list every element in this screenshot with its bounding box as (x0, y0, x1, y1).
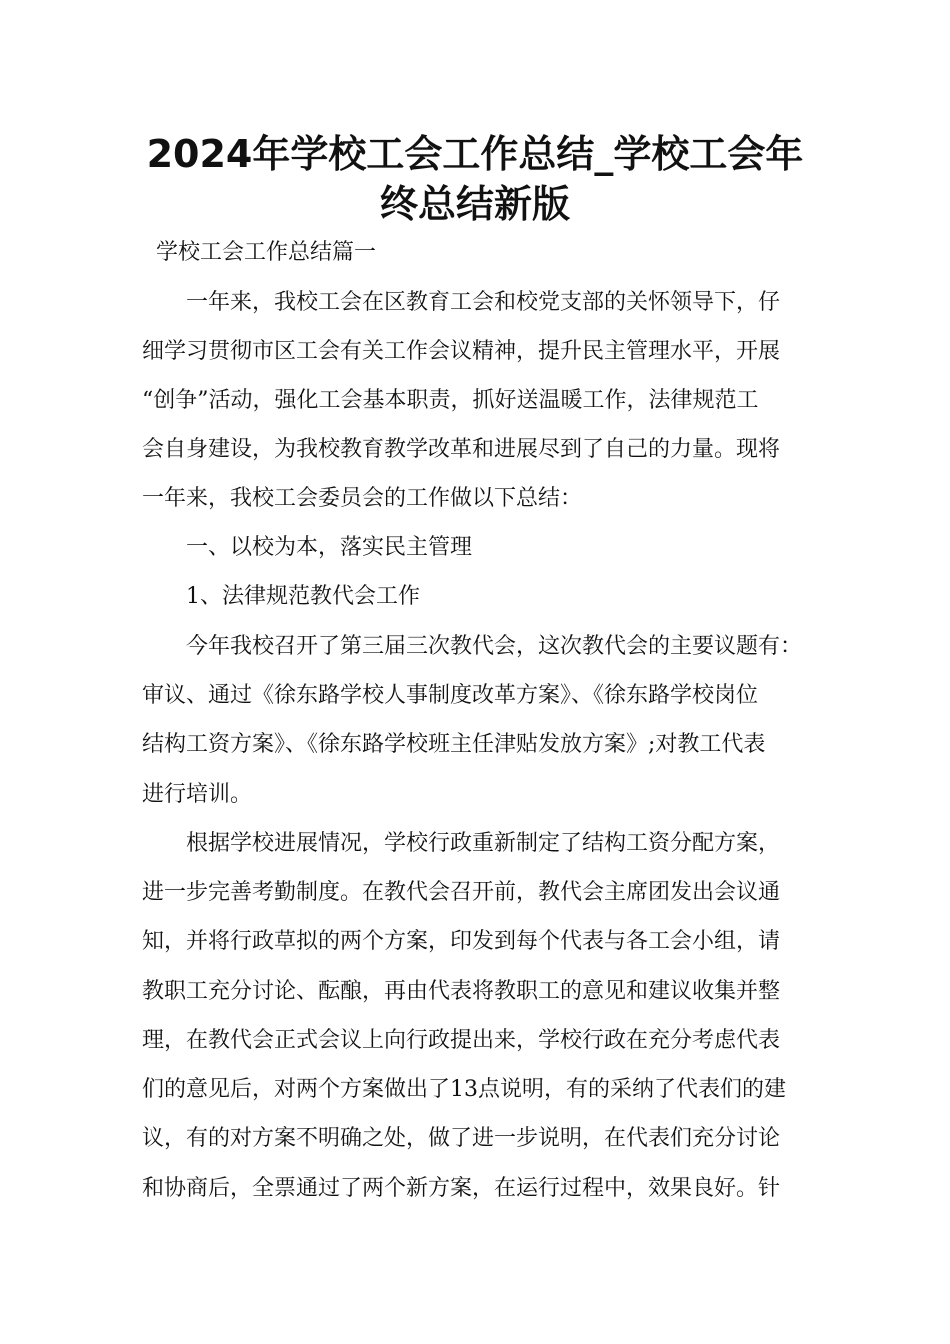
body-line: 理，在教代会正式会议上向行政提出来，学校行政在充分考虑代表 (142, 1028, 781, 1053)
subsection-heading: 1、法律规范教代会工作 (142, 584, 420, 609)
body-line: 和协商后，全票通过了两个新方案，在运行过程中，效果良好。针 (142, 1176, 781, 1201)
body-line: 结构工资方案》、《徐东路学校班主任津贴发放方案》;对教工代表 (142, 732, 766, 757)
document-title-line-2: 终总结新版 (379, 182, 570, 226)
section-heading: 一、以校为本，落实民主管理 (142, 535, 473, 560)
body-line: 审议、通过《徐东路学校人事制度改革方案》、《徐东路学校岗位 (142, 683, 759, 708)
body-line: 一年来，我校工会在区教育工会和校党支部的关怀领导下，仔 (142, 290, 781, 315)
body-line: 议，有的对方案不明确之处，做了进一步说明，在代表们充分讨论 (142, 1126, 781, 1151)
body-line: 根据学校进展情况，学校行政重新制定了结构工资分配方案， (142, 831, 781, 856)
body-line: 们的意见后，对两个方案做出了13点说明，有的采纳了代表们的建 (142, 1077, 786, 1102)
body-line: 进一步完善考勤制度。在教代会召开前，教代会主席团发出会议通 (142, 880, 781, 905)
body-line: 细学习贯彻市区工会有关工作会议精神，提升民主管理水平，开展 (142, 339, 781, 364)
body-line: 一年来，我校工会委员会的工作做以下总结： (142, 486, 583, 511)
body-line: 教职工充分讨论、酝酿，再由代表将教职工的意见和建议收集并整 (142, 979, 781, 1004)
body-line: 进行培训。 (142, 782, 253, 807)
document-title-line-1: 2024年学校工会工作总结_学校工会年 (146, 132, 804, 176)
section-subtitle: 学校工会工作总结篇一 (156, 240, 377, 265)
body-line: 今年我校召开了第三届三次教代会，这次教代会的主要议题有： (142, 634, 803, 659)
body-line: 会自身建设，为我校教育教学改革和进展尽到了自己的力量。现将 (142, 437, 781, 462)
body-line: “创争”活动，强化工会基本职责，抓好送温暖工作，法律规范工 (142, 388, 759, 413)
body-line: 知，并将行政草拟的两个方案，印发到每个代表与各工会小组，请 (142, 929, 781, 954)
